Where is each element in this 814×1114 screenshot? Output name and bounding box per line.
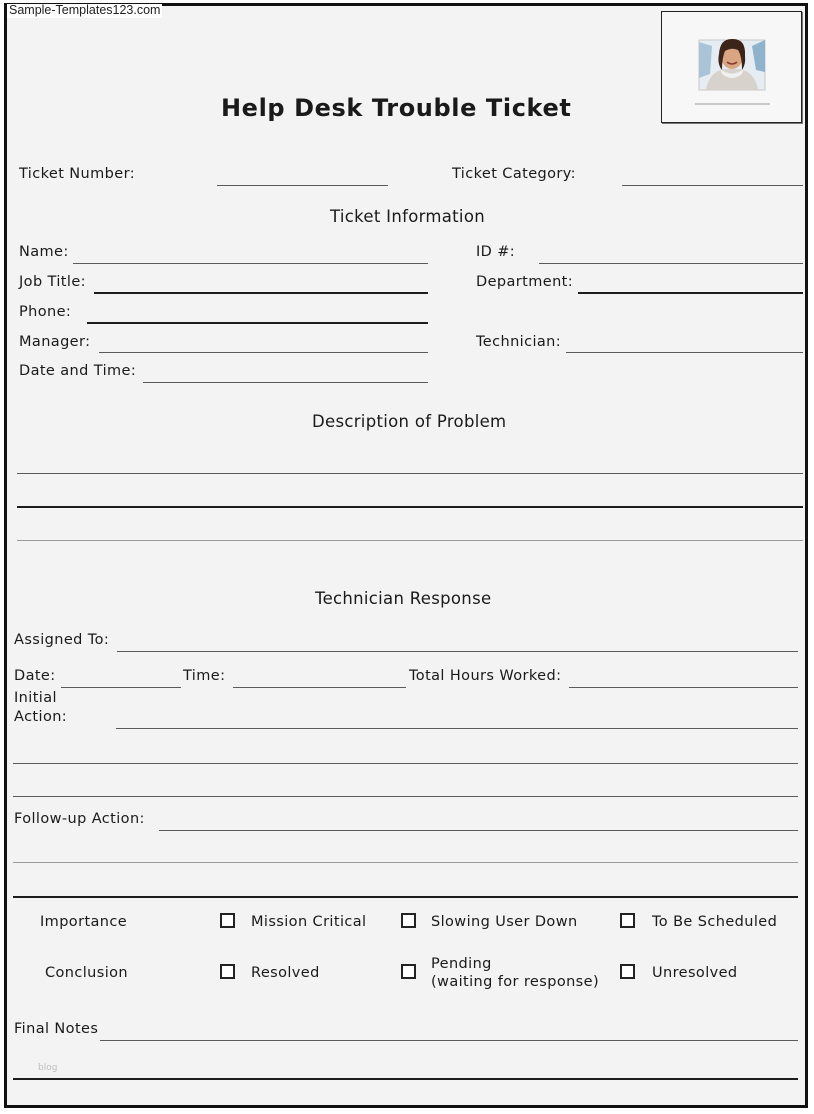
- unresolved-label: Unresolved: [652, 965, 738, 981]
- job-title-field[interactable]: [94, 292, 428, 294]
- phone-field[interactable]: [87, 322, 428, 324]
- technician-field[interactable]: [566, 352, 803, 353]
- mission-critical-label: Mission Critical: [251, 914, 367, 930]
- description-line-1[interactable]: [17, 473, 803, 474]
- resolved-label: Resolved: [251, 965, 320, 981]
- assigned-to-field[interactable]: [117, 651, 798, 652]
- assigned-to-label: Assigned To:: [14, 632, 110, 648]
- name-field[interactable]: [73, 263, 428, 264]
- time-field[interactable]: [233, 687, 406, 688]
- technician-label: Technician:: [476, 334, 562, 350]
- final-notes-line-2[interactable]: [13, 1078, 798, 1080]
- photo-frame: [661, 11, 802, 123]
- date-time-field[interactable]: [143, 382, 428, 383]
- ticket-category-label: Ticket Category:: [452, 166, 576, 182]
- follow-up-label: Follow-up Action:: [14, 811, 145, 827]
- description-line-3[interactable]: [17, 540, 803, 541]
- time-label: Time:: [183, 668, 226, 684]
- total-hours-label: Total Hours Worked:: [409, 668, 562, 684]
- ticket-category-field[interactable]: [622, 185, 803, 186]
- date-label: Date:: [14, 668, 56, 684]
- follow-up-field[interactable]: [159, 830, 798, 831]
- unresolved-checkbox[interactable]: [620, 964, 635, 979]
- description-heading: Description of Problem: [312, 412, 507, 431]
- section-divider: [13, 896, 798, 898]
- initial-action-field[interactable]: [116, 728, 798, 729]
- job-title-label: Job Title:: [19, 274, 86, 290]
- ticket-number-field[interactable]: [217, 185, 388, 186]
- slowing-user-down-label: Slowing User Down: [431, 914, 578, 930]
- conclusion-label: Conclusion: [45, 965, 129, 981]
- site-watermark: Sample-Templates123.com: [9, 3, 161, 17]
- form-title: Help Desk Trouble Ticket: [221, 94, 572, 122]
- manager-field[interactable]: [99, 352, 428, 353]
- initial-action-label-line1: Initial: [14, 690, 57, 706]
- department-label: Department:: [476, 274, 574, 290]
- phone-label: Phone:: [19, 304, 72, 320]
- footer-mark: blog: [38, 1063, 58, 1073]
- user-photo-icon: [662, 12, 803, 124]
- initial-action-line-3[interactable]: [13, 796, 798, 797]
- id-field[interactable]: [539, 263, 803, 264]
- pending-label-line1: Pending: [431, 956, 492, 972]
- follow-up-line-2[interactable]: [13, 862, 798, 863]
- pending-checkbox[interactable]: [401, 964, 416, 979]
- date-time-label: Date and Time:: [19, 363, 137, 379]
- importance-label: Importance: [40, 914, 128, 930]
- department-field[interactable]: [578, 292, 803, 294]
- date-field[interactable]: [61, 687, 181, 688]
- technician-response-heading: Technician Response: [315, 589, 492, 608]
- initial-action-line-2[interactable]: [13, 763, 798, 764]
- final-notes-field[interactable]: [100, 1040, 798, 1041]
- final-notes-label: Final Notes: [14, 1021, 99, 1037]
- to-be-scheduled-checkbox[interactable]: [620, 913, 635, 928]
- ticket-information-heading: Ticket Information: [330, 207, 485, 226]
- mission-critical-checkbox[interactable]: [220, 913, 235, 928]
- initial-action-label-line2: Action:: [14, 709, 68, 725]
- ticket-number-label: Ticket Number:: [19, 166, 135, 182]
- name-label: Name:: [19, 244, 69, 260]
- pending-label-line2: (waiting for response): [431, 974, 600, 990]
- resolved-checkbox[interactable]: [220, 964, 235, 979]
- total-hours-field[interactable]: [569, 687, 798, 688]
- to-be-scheduled-label: To Be Scheduled: [652, 914, 778, 930]
- id-label: ID #:: [476, 244, 516, 260]
- description-line-2[interactable]: [17, 506, 803, 508]
- slowing-user-down-checkbox[interactable]: [401, 913, 416, 928]
- manager-label: Manager:: [19, 334, 91, 350]
